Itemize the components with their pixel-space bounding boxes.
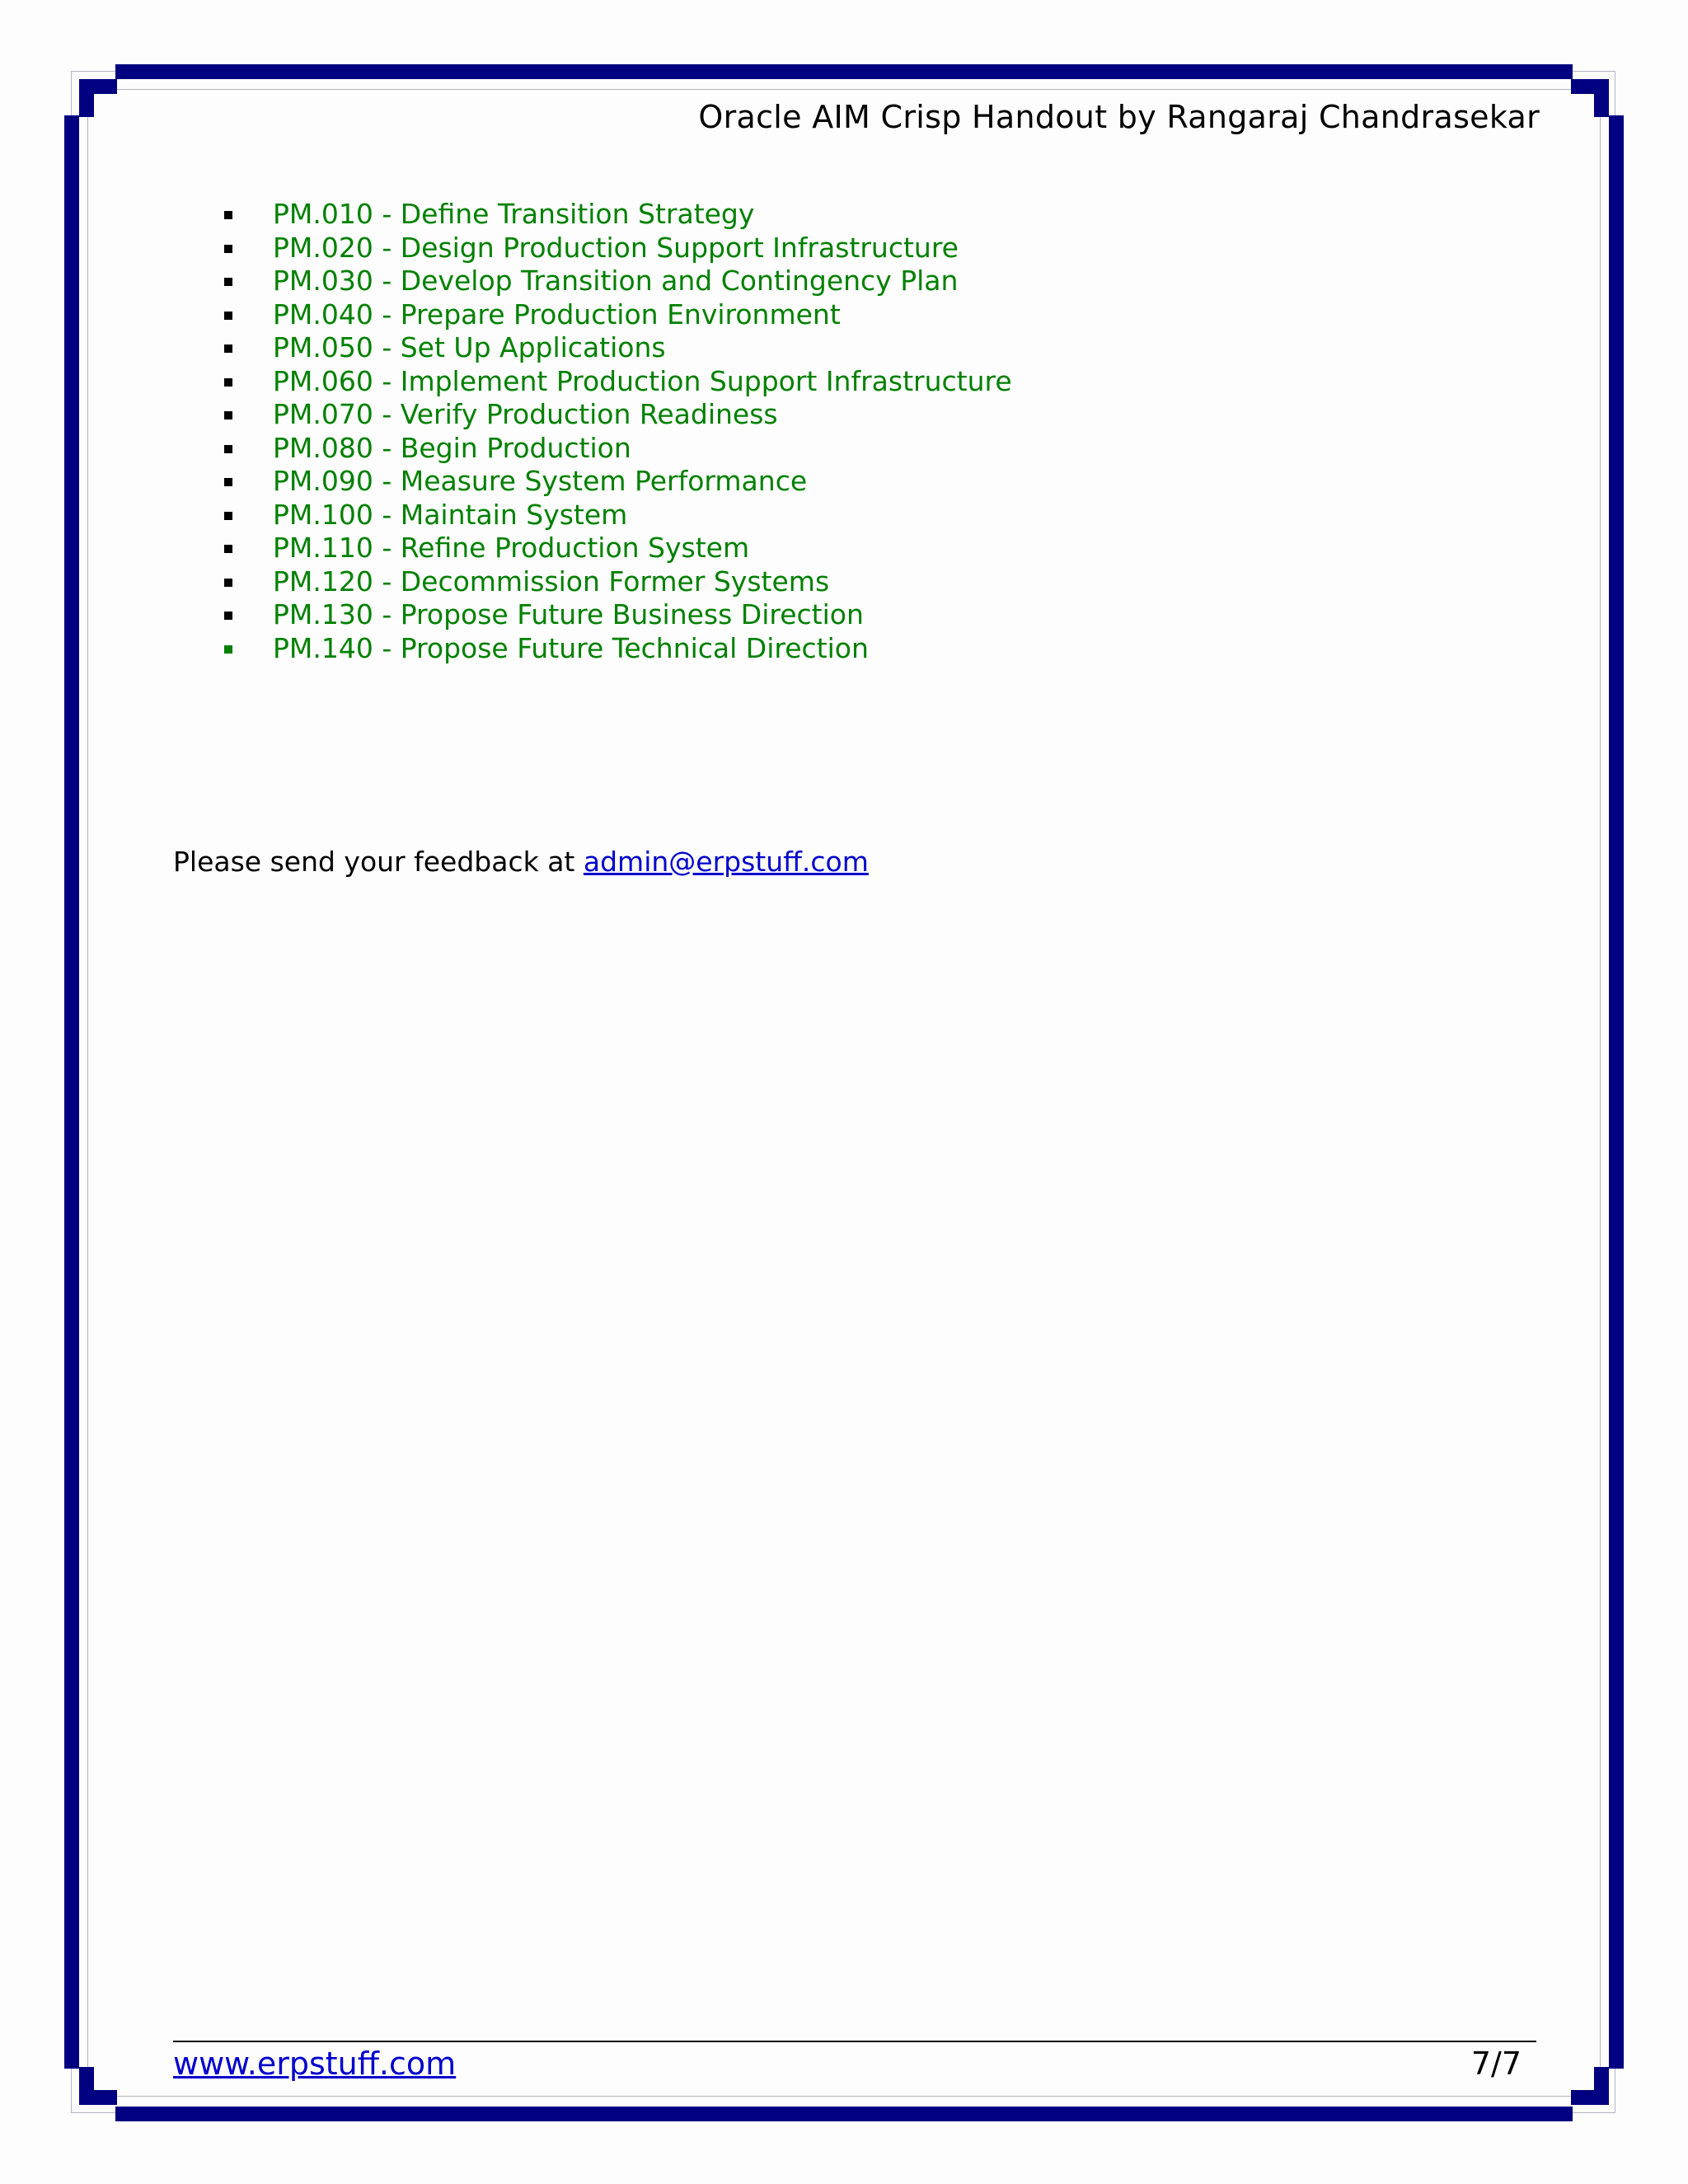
task-label: PM.140 - Propose Future Technical Direction <box>273 631 869 664</box>
square-bullet-icon <box>224 645 232 654</box>
task-label: PM.110 - Refine Production System <box>273 532 750 564</box>
page-border-left <box>64 115 79 2069</box>
footer-divider <box>173 2041 1536 2042</box>
feedback-line <box>173 846 869 878</box>
task-label: PM.020 - Design Production Support Infrastructure <box>273 231 959 264</box>
square-bullet-icon <box>224 512 232 520</box>
square-bullet-icon <box>224 245 232 253</box>
task-label: PM.090 - Measure System Performance <box>273 465 808 497</box>
page-border-right <box>1609 115 1624 2069</box>
square-bullet-icon <box>224 278 232 286</box>
square-bullet-icon <box>224 478 232 486</box>
task-label: PM.040 - Prepare Production Environment <box>273 298 841 330</box>
task-label: PM.030 - Develop Transition and Contingency Plan <box>273 265 959 297</box>
square-bullet-icon <box>224 579 232 587</box>
feedback-text: Please send your feedback at <box>173 846 575 878</box>
task-label: PM.060 - Implement Production Support Infrastructure <box>273 364 1012 397</box>
task-label: PM.130 - Propose Future Business Direction <box>273 598 864 630</box>
page-number: 7/7 <box>1470 2046 1522 2082</box>
page-border-top <box>115 64 1573 79</box>
square-bullet-icon <box>224 344 232 353</box>
square-bullet-icon <box>224 312 232 320</box>
page-border-bottom <box>115 2107 1573 2121</box>
square-bullet-icon <box>224 612 232 620</box>
footer-website-link[interactable]: www.erpstuff.com <box>173 2046 457 2082</box>
task-label: PM.100 - Maintain System <box>273 498 628 531</box>
feedback-email-link[interactable]: admin@erpstuff.com <box>583 846 869 878</box>
task-label: PM.120 - Decommission Former Systems <box>273 565 830 598</box>
task-label: PM.010 - Define Transition Strategy <box>273 198 755 230</box>
task-label: PM.050 - Set Up Applications <box>273 331 666 363</box>
page-header-title: Oracle AIM Crisp Handout by Rangaraj Chandrasekar <box>698 99 1540 135</box>
square-bullet-icon <box>224 411 232 419</box>
task-label: PM.080 - Begin Production <box>273 431 631 464</box>
square-bullet-icon <box>224 445 232 453</box>
task-label: PM.070 - Verify Production Readiness <box>273 398 778 430</box>
square-bullet-icon <box>224 545 232 553</box>
square-bullet-icon <box>224 378 232 387</box>
square-bullet-icon <box>224 211 232 219</box>
